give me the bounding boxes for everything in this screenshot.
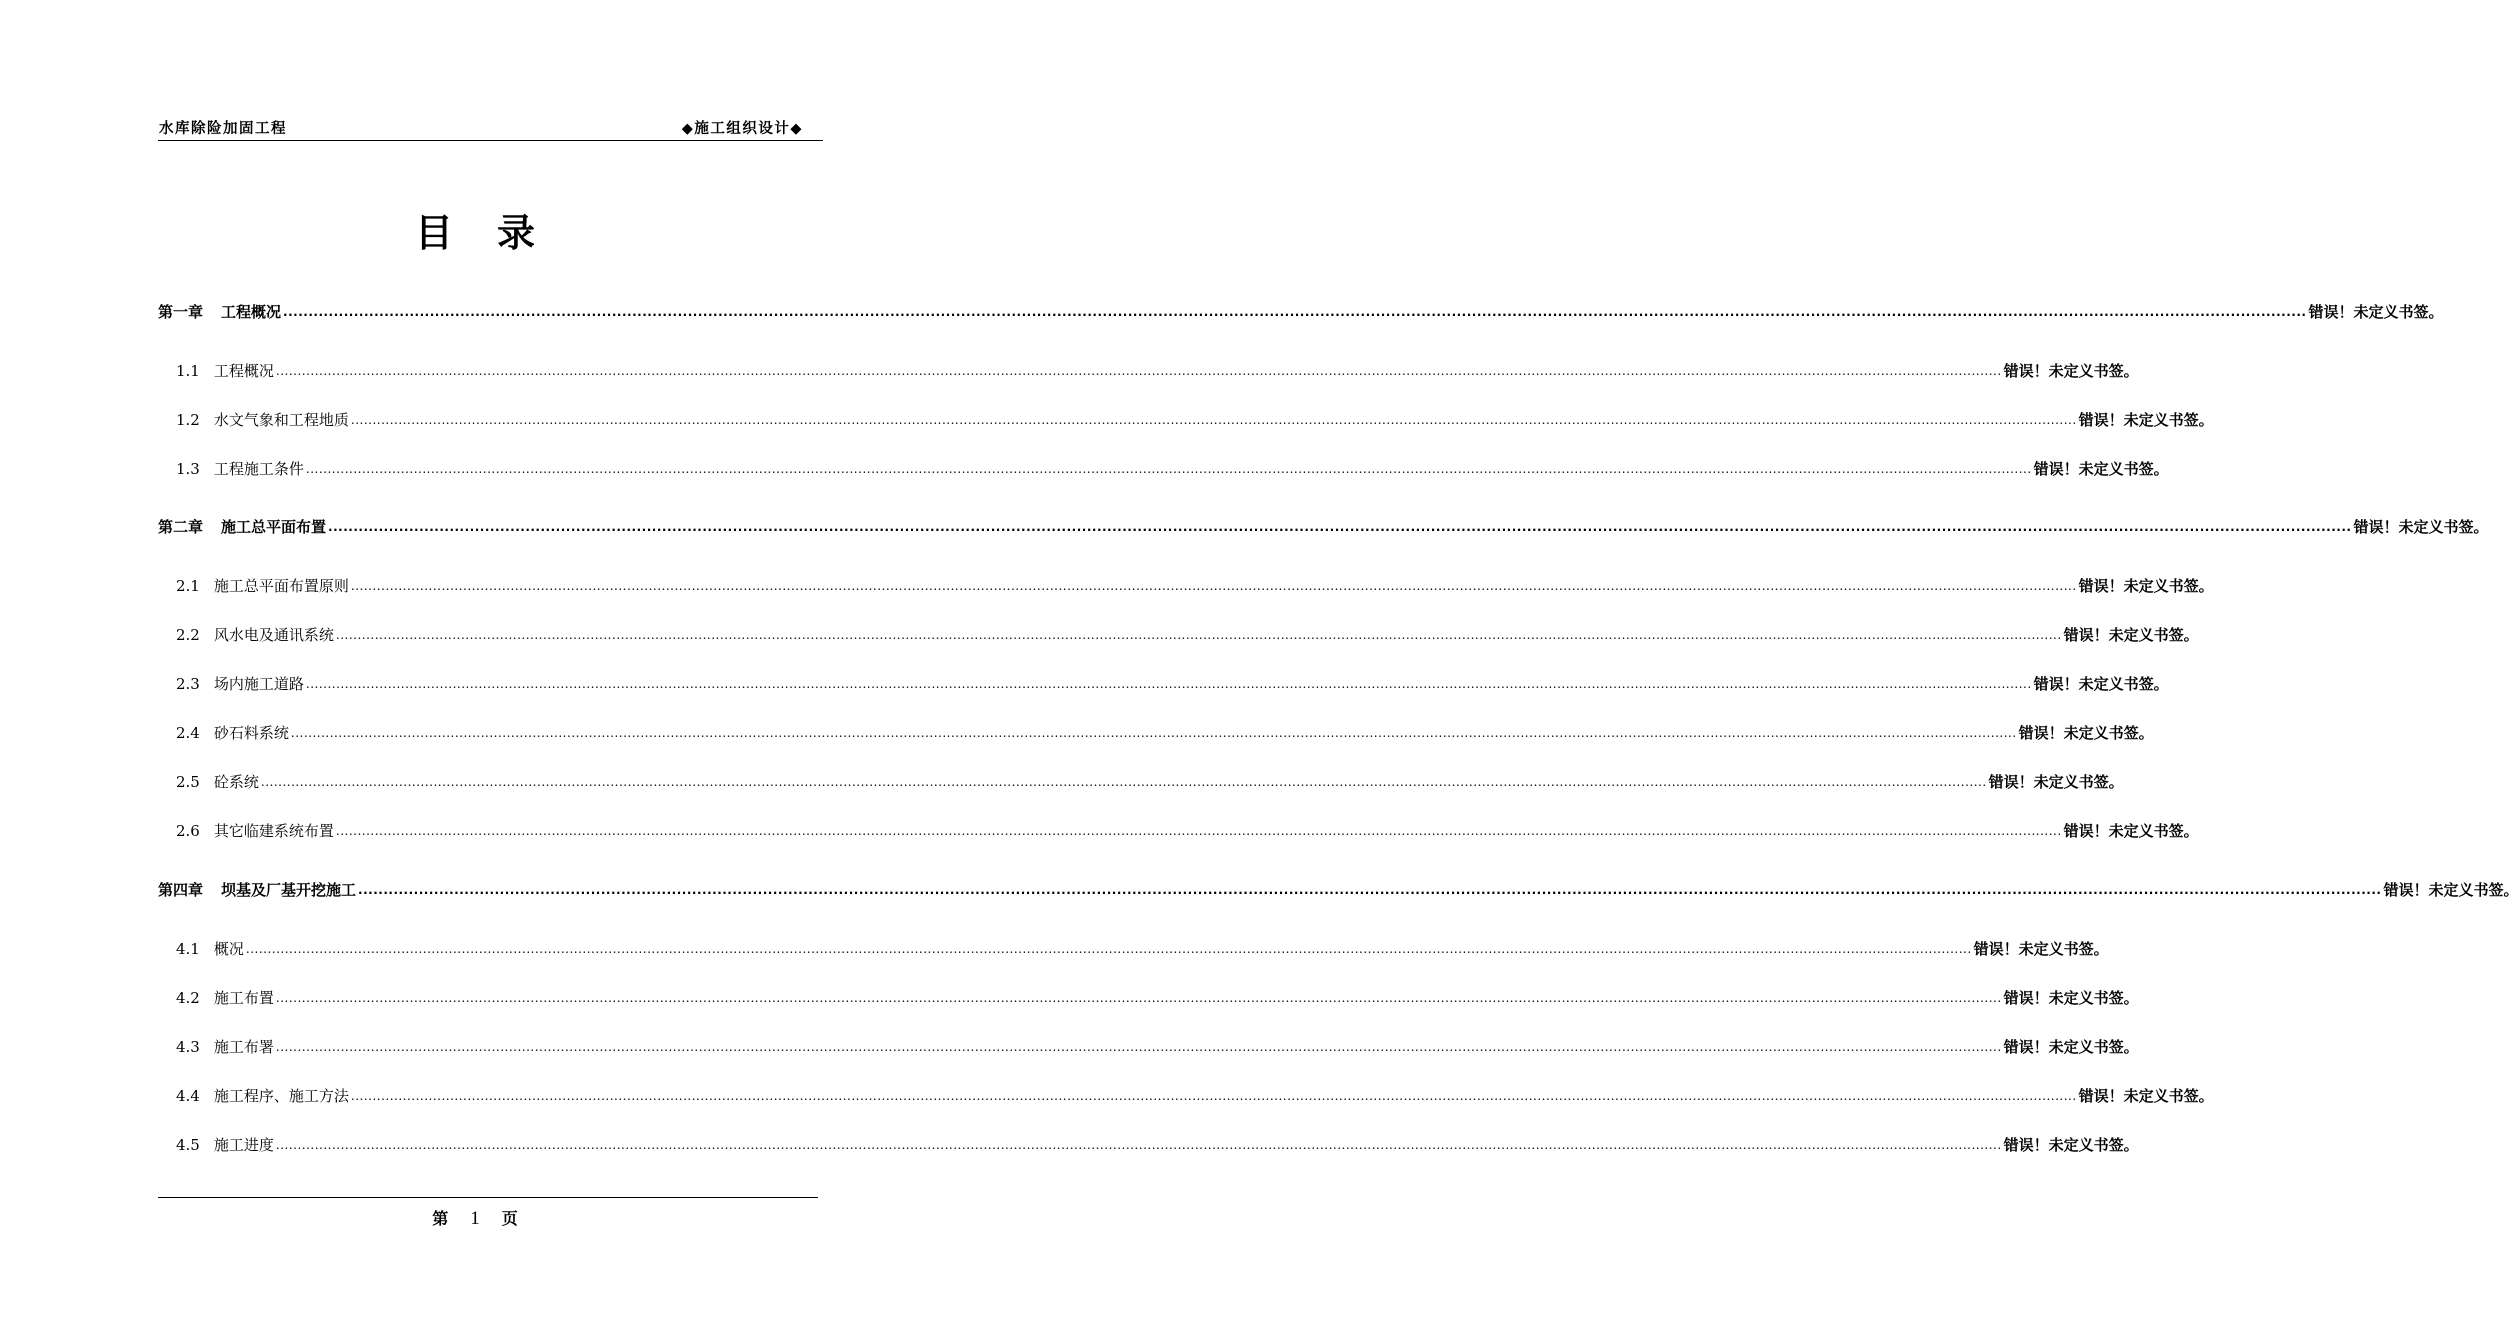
- toc-section-entry[interactable]: [158, 360, 2139, 384]
- toc-dot-leader: ................................................................................................................................................................................................................................................................................................................................................................................................................: [350, 413, 2077, 427]
- footer-rule: [158, 1197, 818, 1198]
- toc-section-entry[interactable]: [158, 987, 2139, 1011]
- toc-section-entry[interactable]: [158, 624, 2199, 648]
- toc-dot-leader: ................................................................................................................................................................................................................................................................................................................................................................................................................: [305, 677, 2032, 691]
- toc-page-reference: 错误！未定义书签。: [2078, 411, 2214, 429]
- toc-page-reference: 错误！未定义书签。: [2033, 460, 2169, 478]
- toc-dot-leader: ................................................................................................................................................................................................................................................................................................................................................................................................................: [290, 726, 2017, 740]
- toc-section-entry[interactable]: [158, 1085, 2214, 1109]
- toc-entry-label: 坝基及厂基开挖施工: [221, 881, 357, 899]
- toc-entry-label: 砼系统: [213, 773, 259, 791]
- toc-page-reference: 错误！未定义书签。: [2383, 881, 2518, 899]
- toc-entry-number: 第一章: [158, 303, 204, 321]
- page-header: [158, 112, 823, 141]
- page-footer: [0, 1206, 950, 1230]
- toc-section-entry[interactable]: [158, 938, 2109, 962]
- toc-section-entry[interactable]: [158, 820, 2199, 844]
- toc-section-entry[interactable]: [158, 1134, 2139, 1158]
- toc-page-reference: 错误！未定义书签。: [2033, 675, 2169, 693]
- toc-dot-leader: ................................................................................................................................................................................................................................................................................................................................................................................................................: [335, 628, 2062, 642]
- toc-dot-leader: ................................................................................................................................................................................................................................................................................................................................................................................................................: [358, 883, 2382, 897]
- toc-title: 目录: [414, 211, 579, 255]
- toc-entry-label: 概况: [213, 940, 244, 958]
- toc-entry-number: 1.1: [176, 362, 200, 380]
- toc-page-reference: 错误！未定义书签。: [1988, 773, 2124, 791]
- toc-entry-number: 第四章: [158, 881, 204, 899]
- toc-chapter-entry[interactable]: [158, 301, 2444, 325]
- toc-entry-label: 施工程序、施工方法: [213, 1087, 349, 1105]
- toc-page-reference: 错误！未定义书签。: [2003, 989, 2139, 1007]
- toc-entry-label: 施工布署: [213, 1038, 274, 1056]
- toc-entry-label: 工程概况: [213, 362, 274, 380]
- footer-prefix: 第: [432, 1209, 449, 1228]
- toc-entry-label: 施工总平面布置: [221, 518, 327, 536]
- header-project-title: 水库除险加固工程: [159, 121, 287, 137]
- toc-dot-leader: ................................................................................................................................................................................................................................................................................................................................................................................................................: [275, 991, 2002, 1005]
- toc-section-entry[interactable]: [158, 722, 2154, 746]
- toc-dot-leader: ................................................................................................................................................................................................................................................................................................................................................................................................................: [275, 1040, 2002, 1054]
- toc-chapter-entry[interactable]: [158, 516, 2489, 540]
- toc-section-entry[interactable]: [158, 1036, 2139, 1060]
- header-document-type: ◆施工组织设计◆: [681, 121, 803, 137]
- toc-dot-leader: ................................................................................................................................................................................................................................................................................................................................................................................................................: [275, 1138, 2002, 1152]
- toc-dot-leader: ................................................................................................................................................................................................................................................................................................................................................................................................................: [245, 942, 1972, 956]
- toc-page-reference: 错误！未定义书签。: [2063, 822, 2199, 840]
- toc-entry-number: 4.2: [176, 989, 200, 1007]
- toc-entry-number: 1.2: [176, 411, 200, 429]
- toc-page-reference: 错误！未定义书签。: [2003, 1136, 2139, 1154]
- toc-entry-label: 场内施工道路: [213, 675, 304, 693]
- toc-entry-number: 2.5: [176, 773, 200, 791]
- toc-page-reference: 错误！未定义书签。: [2353, 518, 2489, 536]
- toc-dot-leader: ................................................................................................................................................................................................................................................................................................................................................................................................................: [335, 824, 2062, 838]
- toc-page-reference: 错误！未定义书签。: [2078, 1087, 2214, 1105]
- toc-dot-leader: ................................................................................................................................................................................................................................................................................................................................................................................................................: [350, 579, 2077, 593]
- toc-entry-label: 施工进度: [213, 1136, 274, 1154]
- toc-dot-leader: ................................................................................................................................................................................................................................................................................................................................................................................................................: [260, 775, 1987, 789]
- toc-page-reference: 错误！未定义书签。: [2308, 303, 2444, 321]
- toc-entry-number: 4.4: [176, 1087, 200, 1105]
- toc-entry-label: 水文气象和工程地质: [213, 411, 349, 429]
- toc-page-reference: 错误！未定义书签。: [2003, 362, 2139, 380]
- toc-entry-label: 工程施工条件: [213, 460, 304, 478]
- footer-page-number: 1: [470, 1208, 480, 1229]
- toc-entry-number: 第二章: [158, 518, 204, 536]
- toc-entry-number: 4.3: [176, 1038, 200, 1056]
- footer-suffix: 页: [501, 1209, 518, 1228]
- toc-entry-label: 风水电及通讯系统: [213, 626, 334, 644]
- toc-page-reference: 错误！未定义书签。: [1973, 940, 2109, 958]
- toc-page-reference: 错误！未定义书签。: [2003, 1038, 2139, 1056]
- toc-entry-number: 2.3: [176, 675, 200, 693]
- toc-section-entry[interactable]: [158, 673, 2169, 697]
- toc-entry-number: 2.2: [176, 626, 200, 644]
- toc-chapter-entry[interactable]: [158, 879, 2518, 903]
- toc-dot-leader: ................................................................................................................................................................................................................................................................................................................................................................................................................: [283, 305, 2307, 319]
- toc-entry-number: 4.5: [176, 1136, 200, 1154]
- toc-section-entry[interactable]: [158, 458, 2169, 482]
- toc-section-entry[interactable]: [158, 575, 2214, 599]
- toc-entry-label: 工程概况: [221, 303, 282, 321]
- toc-entry-label: 其它临建系统布置: [213, 822, 334, 840]
- toc-dot-leader: ................................................................................................................................................................................................................................................................................................................................................................................................................: [275, 364, 2002, 378]
- toc-entry-label: 砂石料系统: [213, 724, 289, 742]
- toc-dot-leader: ................................................................................................................................................................................................................................................................................................................................................................................................................: [350, 1089, 2077, 1103]
- toc-entry-number: 4.1: [176, 940, 200, 958]
- toc-entry-number: 2.4: [176, 724, 200, 742]
- toc-entry-label: 施工布置: [213, 989, 274, 1007]
- toc-page-reference: 错误！未定义书签。: [2078, 577, 2214, 595]
- toc-entry-number: 2.1: [176, 577, 200, 595]
- toc-page-reference: 错误！未定义书签。: [2018, 724, 2154, 742]
- toc-entry-label: 施工总平面布置原则: [213, 577, 349, 595]
- toc-dot-leader: ................................................................................................................................................................................................................................................................................................................................................................................................................: [305, 462, 2032, 476]
- toc-section-entry[interactable]: [158, 771, 2124, 795]
- toc-section-entry[interactable]: [158, 409, 2214, 433]
- toc-page-reference: 错误！未定义书签。: [2063, 626, 2199, 644]
- toc-entry-number: 1.3: [176, 460, 200, 478]
- toc-dot-leader: ................................................................................................................................................................................................................................................................................................................................................................................................................: [328, 520, 2352, 534]
- toc-entry-number: 2.6: [176, 822, 200, 840]
